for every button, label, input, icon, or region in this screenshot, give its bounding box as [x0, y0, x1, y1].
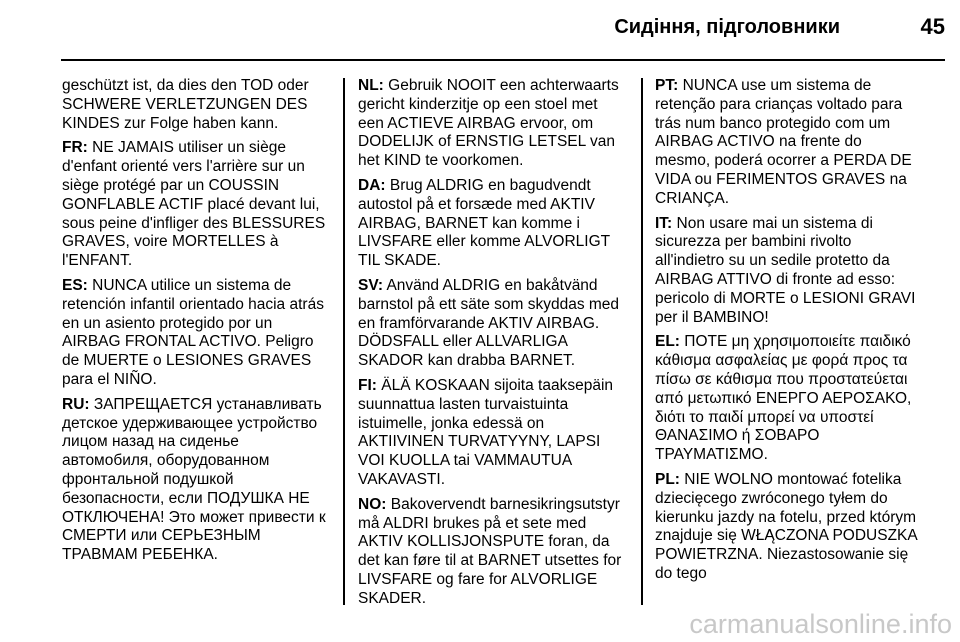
text-column-1	[62, 77, 326, 571]
paragraph-text: NIE WOLNO montować fotelika dziecięcego zwróconego tyłem do kierunku jazdy na fotelu, przed którym znajduje się WŁĄCZONA PODUSZKA POWIETRZNA. Niezastosowanie się do tego	[655, 470, 917, 582]
language-code: ES:	[62, 276, 88, 294]
paragraph	[358, 277, 622, 371]
paragraph	[358, 77, 622, 171]
language-code: PL:	[655, 470, 680, 488]
column-divider	[641, 78, 643, 605]
language-code: SV:	[358, 276, 383, 294]
paragraph	[655, 215, 919, 328]
language-code: DA:	[358, 176, 386, 194]
paragraph	[358, 496, 622, 609]
paragraph-text: Bakovervendt barnesikringsutstyr må ALDRI brukes på et sete med AKTIV KOLLISJONSPUTE foran, da det kan føre til at BARNET utsettes for LIVSFARE og fare for ALVORLIGE SKADER.	[358, 495, 622, 607]
paragraph-text: ΠΟΤΕ μη χρησιμοποιείτε παιδικό κάθισμα ασφαλείας με φορά προς τα πίσω σε κάθισμα που προστατεύεται από μετωπικό ΕΝΕΡΓΟ ΑΕΡΟΣΑΚΟ, διότι το παιδί μπορεί να υποστεί ΘΑΝΑΣΙΜΟ ή ΣΟΒΑΡΟ ΤΡΑΥΜΑΤΙΣΜΟ.	[655, 333, 912, 464]
text-column-2	[358, 77, 622, 615]
language-code: NO:	[358, 495, 387, 513]
text-column-3	[655, 77, 919, 590]
column-divider	[343, 78, 345, 605]
paragraph	[358, 177, 622, 271]
paragraph	[62, 277, 326, 390]
language-code: FR:	[62, 139, 88, 157]
paragraph-text: Gebruik NOOIT een achterwaarts gericht kinderzitje op een stoel met een ACTIEVE AIRBAG ervoor, om DODELIJK of ERNSTIG LETSEL van het KIND te voorkomen.	[358, 77, 619, 170]
watermark: carmanualsonline.info	[689, 609, 952, 639]
page-number: 45	[920, 14, 945, 39]
language-code: EL:	[655, 333, 680, 351]
paragraph-text: Använd ALDRIG en bakåtvänd barnstol på ett säte som skyddas med en framförvarande AKTIV AIRBAG. DÖDSFALL eller ALLVARLIGA SKADOR kan drabba BARNET.	[358, 276, 620, 370]
header-rule	[61, 59, 945, 61]
paragraph-text: Non usare mai un sistema di sicurezza per bambini rivolto all'indietro su un sedile protetto da AIRBAG ATTIVO di fronte ad esso: pericolo di MORTE o LESIONI GRAVI per il BAMBINO!	[655, 214, 916, 326]
paragraph	[62, 396, 326, 565]
paragraph	[358, 377, 622, 490]
language-code: PT:	[655, 77, 679, 94]
paragraph	[62, 77, 326, 133]
paragraph-text: Brug ALDRIG en bagudvendt autostol på et forsæde med AKTIV AIRBAG, BARNET kan komme i LIVSFARE eller komme ALVORLIGT TIL SKADE.	[358, 176, 610, 270]
paragraph-text: ЗАПРЕЩАЕТСЯ устанавливать детское удерживающее устройство лицом назад на сиденье автомобиля, оборудованном фронтальной подушкой безопасности, если ПОДУШКА НЕ ОТКЛЮЧЕНА! Это может привести к СМЕРТИ или СЕРЬЕЗНЫМ ТРАВМАМ РЕБЕНКА.	[62, 395, 326, 564]
language-code: NL:	[358, 77, 384, 94]
paragraph-text: ÄLÄ KOSKAAN sijoita taaksepäin suunnattua lasten turvaistuinta istuimelle, jonka edessä on AKTIIVINEN TURVATYYNY, LAPSI VOI KUOLLA tai VAMMAUTUA VAKAVASTI.	[358, 376, 614, 488]
paragraph-text: NE JAMAIS utiliser un siège d'enfant orienté vers l'arrière sur un siège protégé par un COUSSIN GONFLABLE ACTIF placé devant lui, sous peine d'infliger des BLESSURES GRAVES, voire MORTELLES à l'ENFANT.	[62, 139, 326, 270]
paragraph-text: NUNCA use um sistema de retenção para crianças voltado para trás num banco protegido com um AIRBAG ACTIVO na frente do mesmo, poderá ocorrer a PERDA DE VIDA ou FERIMENTOS GRAVES na CRIANÇA.	[655, 77, 912, 207]
paragraph-text: NUNCA utilice un sistema de retención infantil orientado hacia atrás en un asiento protegido por un AIRBAG FRONTAL ACTIVO. Peligro de MUERTE o LESIONES GRAVES para el NIÑO.	[62, 276, 324, 388]
paragraph	[655, 333, 919, 465]
paragraph-text: geschützt ist, da dies den TOD oder SCHWERE VERLETZUNGEN DES KINDES zur Folge haben kann.	[62, 77, 309, 132]
language-code: FI:	[358, 376, 377, 394]
page-title: Сидіння, підголовники	[614, 16, 840, 38]
language-code: IT:	[655, 214, 673, 232]
paragraph	[62, 139, 326, 271]
paragraph	[655, 471, 919, 584]
language-code: RU:	[62, 395, 90, 413]
paragraph	[655, 77, 919, 209]
